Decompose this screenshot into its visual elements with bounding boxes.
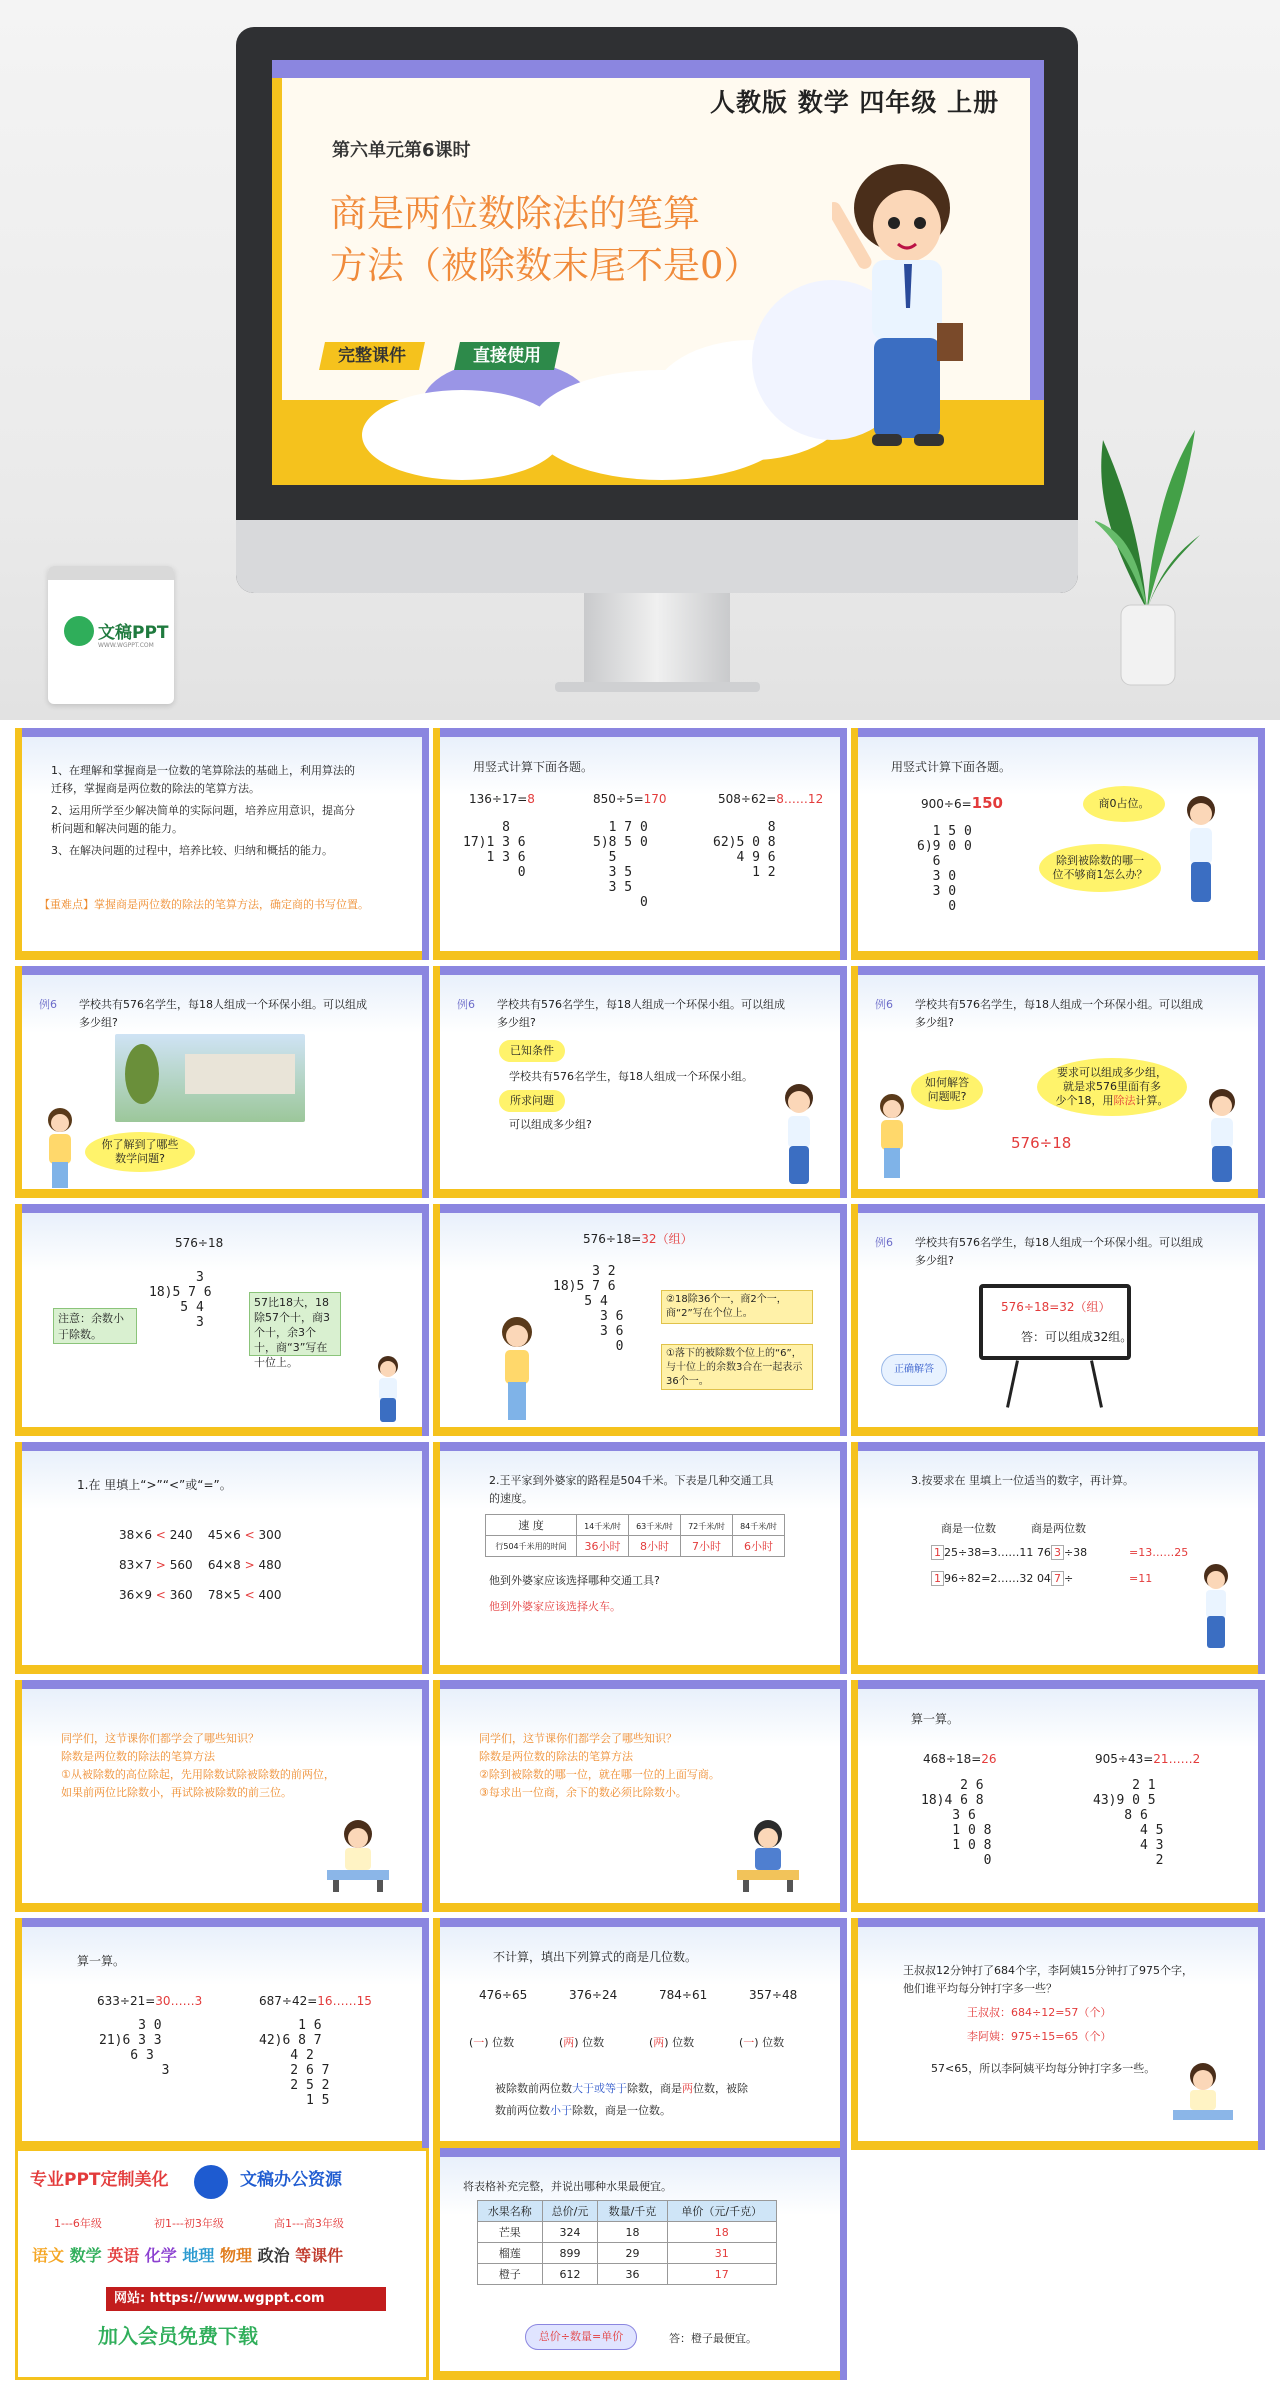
- cover-slide: [272, 60, 1044, 485]
- division-expression: 357÷48: [749, 1988, 798, 2002]
- key-points: 【重难点】掌握商是两位数的除法的笔算方法，确定商的书写位置。: [39, 898, 369, 911]
- speed-table: 速 度 14千米/时 63千米/时 72千米/时 84千米/时 行504千米用的时间 36小时 8小时 7小时 6小时: [485, 1514, 785, 1557]
- division-expression: 376÷24: [569, 1988, 618, 2002]
- long-division: 3 18)5 7 6 5 4 3: [149, 1270, 212, 1330]
- explanation-box: 57比18大，18除57个十，商3个十，余3个十，商“3”写在十位上。: [249, 1292, 341, 1356]
- step-note: ②18除36个一，商2个一，商“2”写在个位上。: [661, 1290, 813, 1324]
- potted-plant-icon: [1095, 420, 1200, 688]
- compare-row: 38×6 < 240 45×6 < 300: [119, 1528, 282, 1542]
- subject-list: 语文 数学 英语 化学 地理 物理 政治 等课件: [32, 2246, 344, 2265]
- step-note: ①落下的被除数个位上的“6”，与十位上的余数3合在一起表示36个一。: [661, 1344, 813, 1390]
- answer-blank[interactable]: (一) 位数: [739, 2036, 785, 2049]
- compare-circle[interactable]: <: [155, 1528, 166, 1542]
- speech-bubble: 要求可以组成多少组， 就是求576里面有多 少个18，用除法计算。: [1037, 1058, 1187, 1116]
- unit-label: 第六单元第6课时: [332, 140, 471, 161]
- question-label: 所求问题: [499, 1090, 565, 1112]
- student-desk-icon: [733, 1816, 803, 1892]
- slide-fruit-table: 将表格补充完整，并说出哪种水果最便宜。 水果名称 总价/元 数量/千克 单价（元/千克） 芒果 324 18 18 榴莲 899 29 31 橙子 612 36 17 总价÷数量=单价 答：橙子最便宜。: [433, 2148, 847, 2380]
- known-label: 已知条件: [499, 1040, 565, 1062]
- girl-icon: [497, 1314, 537, 1424]
- website-link[interactable]: 网站: https://www.wgppt.com: [106, 2287, 386, 2311]
- brand-url: WWW.WGPPT.COM: [98, 642, 154, 649]
- long-division: 3 0 21)6 3 3 6 3 3: [99, 2018, 170, 2078]
- speech-bubble: 如何解答问题呢?: [911, 1070, 983, 1110]
- brand-logo-icon: [194, 2165, 228, 2199]
- division-expression: 576÷18: [1011, 1134, 1072, 1152]
- slide-objectives: 1、在理解和掌握商是一位数的笔算除法的基础上，利用算法的 迁移，掌握商是两位数的除法的笔算方法。 2、运用所学至少解决简单的实际问题，培养应用意识，提高分 析问题和解决问题的能力。 3、在解决问题的过程中，培养比较、归纳和概括的能力。 【重难点】掌握商是两位数的除法的笔算方法，确定商的书写位置。: [15, 728, 429, 960]
- student-desk-icon: [1169, 2060, 1237, 2130]
- compare-row: 36×9 < 360 78×5 < 400: [119, 1588, 282, 1602]
- compare-circle[interactable]: <: [244, 1528, 255, 1542]
- brand-name: 文稿PPT: [98, 623, 169, 643]
- slide-review-2: 用竖式计算下面各题。 900÷6=150 1 5 0 6)9 0 0 6 3 0 3 0 0 商0占位。 除到被除数的哪一位不够商1怎么办？: [851, 728, 1265, 960]
- boy-icon: [1203, 1086, 1241, 1186]
- edition-label: 人教版 数学 四年级 上册: [710, 88, 1000, 117]
- tag-ready: 直接使用: [454, 342, 560, 370]
- lesson-title: 商是两位数除法的笔算 方法（被除数末尾不是0）: [330, 192, 761, 287]
- slide-example-scene: 例6 学校共有576名学生，每18人组成一个环保小组。可以组成 多少组? 你了解到了哪些数学问题?: [15, 966, 429, 1198]
- boy-icon: [1199, 1562, 1233, 1652]
- correct-answer-badge: 正确解答: [881, 1354, 947, 1386]
- long-division: 1 5 0 6)9 0 0 6 3 0 3 0 0: [917, 824, 972, 914]
- long-division: 8 17)1 3 6 1 3 6 0: [463, 820, 526, 880]
- slide-quotient-digits: 不计算，填出下列算式的商是几位数。 476÷65 (一) 位数 376÷24 (两) 位数 784÷61 (两) 位数 357÷48 (一) 位数 被除数前两位数大于或等于除数，商是两位数，被除 数前两位数小于除数，商是一位数。: [433, 1918, 847, 2150]
- join-cta[interactable]: 加入会员免费下载: [98, 2324, 258, 2348]
- compare-row: 83×7 > 560 64×8 > 480: [119, 1558, 282, 1572]
- long-division: 2 6 18)4 6 8 3 6 1 0 8 1 0 8 0: [921, 1778, 992, 1868]
- slide-review-1: 用竖式计算下面各题。 136÷17=8 850÷5=170 508÷62=8……12 8 17)1 3 6 1 3 6 0 1 7 0 5)8 5 0 5 3 5 3 5 0 8 62)5 0 8 4 9 6 1 2: [433, 728, 847, 960]
- monitor-chin: [236, 520, 1078, 593]
- speech-bubble: 你了解到了哪些数学问题?: [85, 1132, 195, 1172]
- speech-bubble: 除到被除数的哪一位不够商1怎么办？: [1039, 844, 1161, 892]
- slide-fill-digits: 3.按要求在 里填上一位适当的数字，再计算。 商是一位数 商是两位数 1 25÷38=3……11 76 3 ÷38 =13……25 1 96÷82=2……32 04 7 ÷ =11: [851, 1442, 1265, 1674]
- boy-icon: [1181, 792, 1221, 912]
- brand-calendar: [48, 566, 174, 704]
- cartoon-boy-icon: [832, 138, 1002, 458]
- answer-blank[interactable]: (两) 位数: [559, 2036, 605, 2049]
- slide-compare: 1.在 里填上“>”“<”或“=”。 38×6 < 240 45×6 < 300 83×7 > 560 64×8 > 480 36×9 < 360 78×5 < 400: [15, 1442, 429, 1674]
- long-division: 1 6 42)6 8 7 4 2 2 6 7 2 5 2 1 5: [259, 2018, 330, 2108]
- speech-bubble: 商0占位。: [1083, 786, 1165, 822]
- slide-transport: 2.王平家到外婆家的路程是504千米。下表是几种交通工具 的速度。 速 度 14千米/时 63千米/时 72千米/时 84千米/时 行504千米用的时间 36小时 8小时 7小时 6小时 他到外婆家应该选择哪种交通工具? 他到外婆家应该选择火车。: [433, 1442, 847, 1674]
- slide-summary-1: 同学们，这节课你们都学会了哪些知识？ 除数是两位数的除法的笔算方法 ①从被除数的高位除起，先用除数试除被除数的前两位， 如果前两位比除数小，再试除被除数的前三位。: [15, 1680, 429, 1912]
- promo-banner: 专业PPT定制美化 文稿办公资源 1---6年级 初1---初3年级 高1---高3年级 语文 数学 英语 化学 地理 物理 政治 等课件 网站: https://www.wgppt.com 加入会员免费下载: [15, 2148, 429, 2380]
- blackboard: 576÷18=32（组） 答：可以组成32组。: [979, 1284, 1131, 1360]
- division-expression: 476÷65: [479, 1988, 528, 2002]
- fruit-price-table: 水果名称 总价/元 数量/千克 单价（元/千克） 芒果 324 18 18 榴莲 899 29 31 橙子 612 36 17: [477, 2200, 777, 2285]
- formula-badge: 总价÷数量=单价: [525, 2324, 637, 2350]
- division-expression: 784÷61: [659, 1988, 708, 2002]
- boy-icon: [373, 1354, 403, 1424]
- slide-answer: 例6 学校共有576名学生，每18人组成一个环保小组。可以组成 多少组? 576÷18=32（组） 答：可以组成32组。 正确解答: [851, 1204, 1265, 1436]
- note-box: 注意：余数小于除数。: [53, 1308, 137, 1344]
- compare-circle[interactable]: <: [155, 1588, 166, 1602]
- slide-practice-1: 算一算。 468÷18=26 905÷43=21……2 2 6 18)4 6 8 3 6 1 0 8 1 0 8 0 2 1 43)9 0 5 8 6 4 5 4 3 2: [851, 1680, 1265, 1912]
- answer-blank[interactable]: (一) 位数: [469, 2036, 515, 2049]
- girl-icon: [875, 1092, 909, 1182]
- compare-circle[interactable]: >: [155, 1558, 166, 1572]
- school-scene-image: [115, 1034, 305, 1122]
- monitor-foot: [555, 682, 760, 692]
- girl-icon: [43, 1106, 77, 1190]
- slide-example-conditions: 例6 学校共有576名学生，每18人组成一个环保小组。可以组成 多少组? 已知条件 学校共有576名学生，每18人组成一个环保小组。 所求问题 可以组成多少组?: [433, 966, 847, 1198]
- monitor-stand: [584, 593, 730, 685]
- slide-division-step1: 576÷18 3 18)5 7 6 5 4 3 注意：余数小于除数。 57比18大，18除57个十，商3个十，余3个十，商“3”写在十位上。: [15, 1204, 429, 1436]
- hero-banner: [0, 0, 1280, 720]
- student-desk-icon: [323, 1816, 393, 1892]
- long-division: 1 7 0 5)8 5 0 5 3 5 3 5 0: [593, 820, 648, 910]
- compare-circle[interactable]: <: [244, 1588, 255, 1602]
- brand-logo-icon: [64, 616, 94, 646]
- long-division: 2 1 43)9 0 5 8 6 4 5 4 3 2: [1093, 1778, 1164, 1868]
- boy-icon: [779, 1080, 819, 1190]
- slide-division-step2: 576÷18=32（组） 3 2 18)5 7 6 5 4 3 6 3 6 0 ②18除36个一，商2个一，商“2”写在个位上。 ①落下的被除数个位上的“6”，与十位上的余数3合在一起表示36个一。: [433, 1204, 847, 1436]
- slide-example-method: 例6 学校共有576名学生，每18人组成一个环保小组。可以组成 多少组? 如何解答问题呢? 要求可以组成多少组， 就是求576里面有多 少个18，用除法计算。 576÷18: [851, 966, 1265, 1198]
- long-division: 3 2 18)5 7 6 5 4 3 6 3 6 0: [553, 1264, 624, 1354]
- answer-blank[interactable]: (两) 位数: [649, 2036, 695, 2049]
- tag-complete: 完整课件: [319, 342, 425, 370]
- long-division: 8 62)5 0 8 4 9 6 1 2: [713, 820, 776, 880]
- slide-typing: 王叔叔12分钟打了684个字，李阿姨15分钟打了975个字， 他们谁平均每分钟打字多一些？ 王叔叔：684÷12=57（个） 李阿姨：975÷15=65（个） 57<65，所以李阿姨平均每分钟打字多一些。: [851, 1918, 1265, 2150]
- compare-circle[interactable]: >: [244, 1558, 255, 1572]
- slide-practice-2: 算一算。 633÷21=30……3 687÷42=16……15 3 0 21)6 3 3 6 3 3 1 6 42)6 8 7 4 2 2 6 7 2 5 2 1 5: [15, 1918, 429, 2150]
- slide-summary-2: 同学们，这节课你们都学会了哪些知识？ 除数是两位数的除法的笔算方法 ②除到被除数的哪一位，就在哪一位的上面写商。 ③每求出一位商，余下的数必须比除数小。: [433, 1680, 847, 1912]
